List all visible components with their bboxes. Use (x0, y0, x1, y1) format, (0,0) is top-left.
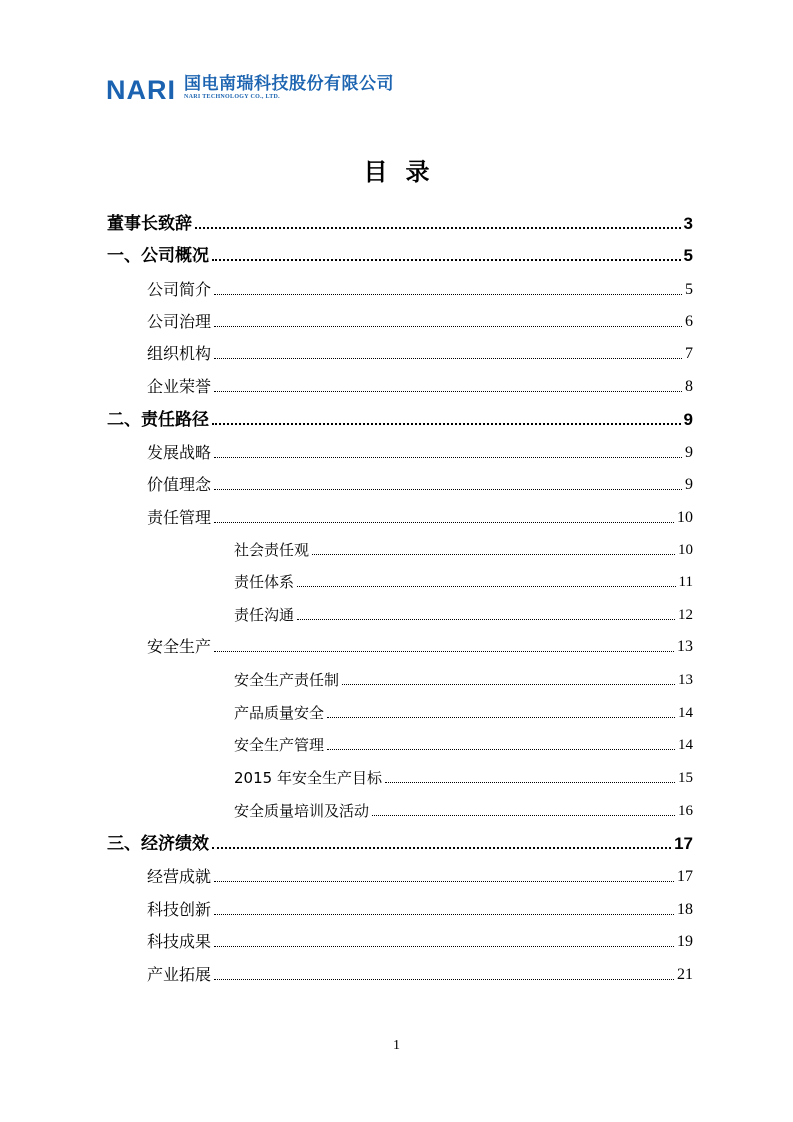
toc-entry-label: 二、责任路径 (107, 410, 209, 430)
toc-entry-label: 公司治理 (147, 312, 212, 331)
dot-leader (214, 945, 674, 947)
dot-leader (214, 880, 674, 882)
toc-entry[interactable] (107, 210, 693, 234)
toc-entry-label: 发展战略 (147, 443, 212, 462)
toc-entry-label: 责任体系 (234, 573, 295, 591)
toc-entry[interactable] (147, 373, 693, 397)
toc-entry[interactable] (234, 797, 693, 821)
toc-entry-page: 9 (685, 444, 693, 461)
toc-entry-page: 17 (674, 834, 693, 853)
toc-entry-label: 安全生产责任制 (234, 671, 340, 689)
toc-entry[interactable] (147, 439, 693, 463)
toc-entry-label: 企业荣誉 (147, 377, 212, 396)
toc-entry-page: 9 (685, 476, 693, 493)
toc-entry[interactable] (147, 340, 693, 364)
toc-entry[interactable] (234, 731, 693, 755)
toc-entry-label: 安全生产管理 (234, 736, 325, 754)
toc-entry-label: 产品质量安全 (234, 704, 325, 722)
toc-entry[interactable] (147, 276, 693, 300)
logo-mark: NARI (106, 75, 176, 105)
toc-entry-label: 责任沟通 (234, 606, 295, 624)
toc-entry[interactable] (234, 568, 693, 592)
toc-entry-label: 社会责任观 (234, 541, 310, 559)
dot-leader (385, 781, 675, 783)
toc-entry-page: 17 (677, 868, 693, 885)
dot-leader (214, 650, 674, 652)
toc-entry-label: 科技创新 (147, 900, 212, 919)
dot-leader (297, 618, 675, 620)
toc-entry-page: 10 (678, 542, 693, 558)
toc-entry-label: 价值理念 (147, 475, 212, 494)
toc-entry-page: 6 (685, 313, 693, 330)
dot-leader (214, 913, 674, 915)
dot-leader (327, 748, 675, 750)
toc-entry-page: 3 (683, 214, 693, 233)
dot-leader (214, 357, 682, 359)
toc-entry[interactable] (147, 504, 693, 528)
toc-entry-label: 责任管理 (147, 508, 212, 527)
toc-entry-label: 安全质量培训及活动 (234, 802, 370, 820)
toc-entry-label: 公司简介 (147, 280, 212, 299)
toc-entry-page: 11 (678, 574, 693, 590)
toc-entry-page: 16 (678, 803, 693, 819)
toc-entry-label: 三、经济绩效 (107, 834, 209, 854)
toc-entry[interactable] (107, 242, 693, 266)
toc-entry[interactable] (107, 830, 693, 854)
company-name-cn: 国电南瑞科技股份有限公司 (184, 74, 394, 94)
toc-entry-label: 组织机构 (147, 344, 212, 363)
toc-entry[interactable] (147, 896, 693, 920)
toc-entry-label: 安全生产 (147, 637, 212, 656)
dot-leader (214, 293, 682, 295)
dot-leader (372, 814, 675, 816)
toc-entry[interactable] (234, 764, 693, 788)
toc-entry-label: 产业拓展 (147, 965, 212, 984)
toc-entry-page: 14 (678, 737, 693, 753)
dot-leader (214, 521, 674, 523)
dot-leader (297, 585, 676, 587)
dot-leader (212, 846, 671, 849)
dot-leader (214, 488, 682, 490)
toc-entry[interactable] (147, 961, 693, 985)
toc-entry-page: 15 (678, 770, 693, 786)
toc-entry-page: 19 (677, 933, 693, 950)
toc-entry[interactable] (234, 699, 693, 723)
toc-entry-page: 21 (677, 966, 693, 983)
company-name-en: NARI TECHNOLOGY CO., LTD. (184, 94, 280, 100)
toc-entry-page: 8 (685, 378, 693, 395)
dot-leader (214, 390, 682, 392)
toc-entry[interactable] (107, 406, 693, 430)
toc-entry[interactable] (147, 928, 693, 952)
toc-entry[interactable] (234, 601, 693, 625)
toc-entry-page: 10 (677, 509, 693, 526)
dot-leader (312, 553, 675, 555)
dot-leader (327, 716, 675, 718)
toc-entry-page: 12 (678, 607, 693, 623)
dot-leader (214, 978, 674, 980)
toc-entry[interactable] (147, 633, 693, 657)
toc-entry[interactable] (234, 536, 693, 560)
toc-entry-page: 7 (685, 345, 693, 362)
toc-entry-label: 2015 年安全生产目标 (234, 769, 382, 787)
toc-entry-page: 13 (678, 672, 693, 688)
toc-entry-page: 13 (677, 638, 693, 655)
dot-leader (212, 422, 681, 425)
dot-leader (342, 683, 675, 685)
toc-entry-page: 5 (683, 246, 693, 265)
dot-leader (214, 456, 682, 458)
toc-entry-label: 一、公司概况 (107, 246, 209, 266)
toc-entry[interactable] (147, 863, 693, 887)
toc-entry[interactable] (147, 471, 693, 495)
toc-entry-label: 董事长致辞 (107, 214, 192, 234)
page-number: 1 (393, 1038, 400, 1053)
toc-entry-label: 经营成就 (147, 867, 212, 886)
dot-leader (212, 258, 681, 261)
toc-entry[interactable] (234, 666, 693, 690)
dot-leader (195, 226, 681, 229)
dot-leader (214, 325, 682, 327)
toc-entry-label: 科技成果 (147, 932, 212, 951)
page-title: 目录 (363, 157, 448, 186)
toc-entry-page: 5 (685, 281, 693, 298)
toc-entry-page: 18 (677, 901, 693, 918)
toc-entry-page: 9 (683, 410, 693, 429)
toc-entry-page: 14 (678, 705, 693, 721)
toc-entry[interactable] (147, 308, 693, 332)
